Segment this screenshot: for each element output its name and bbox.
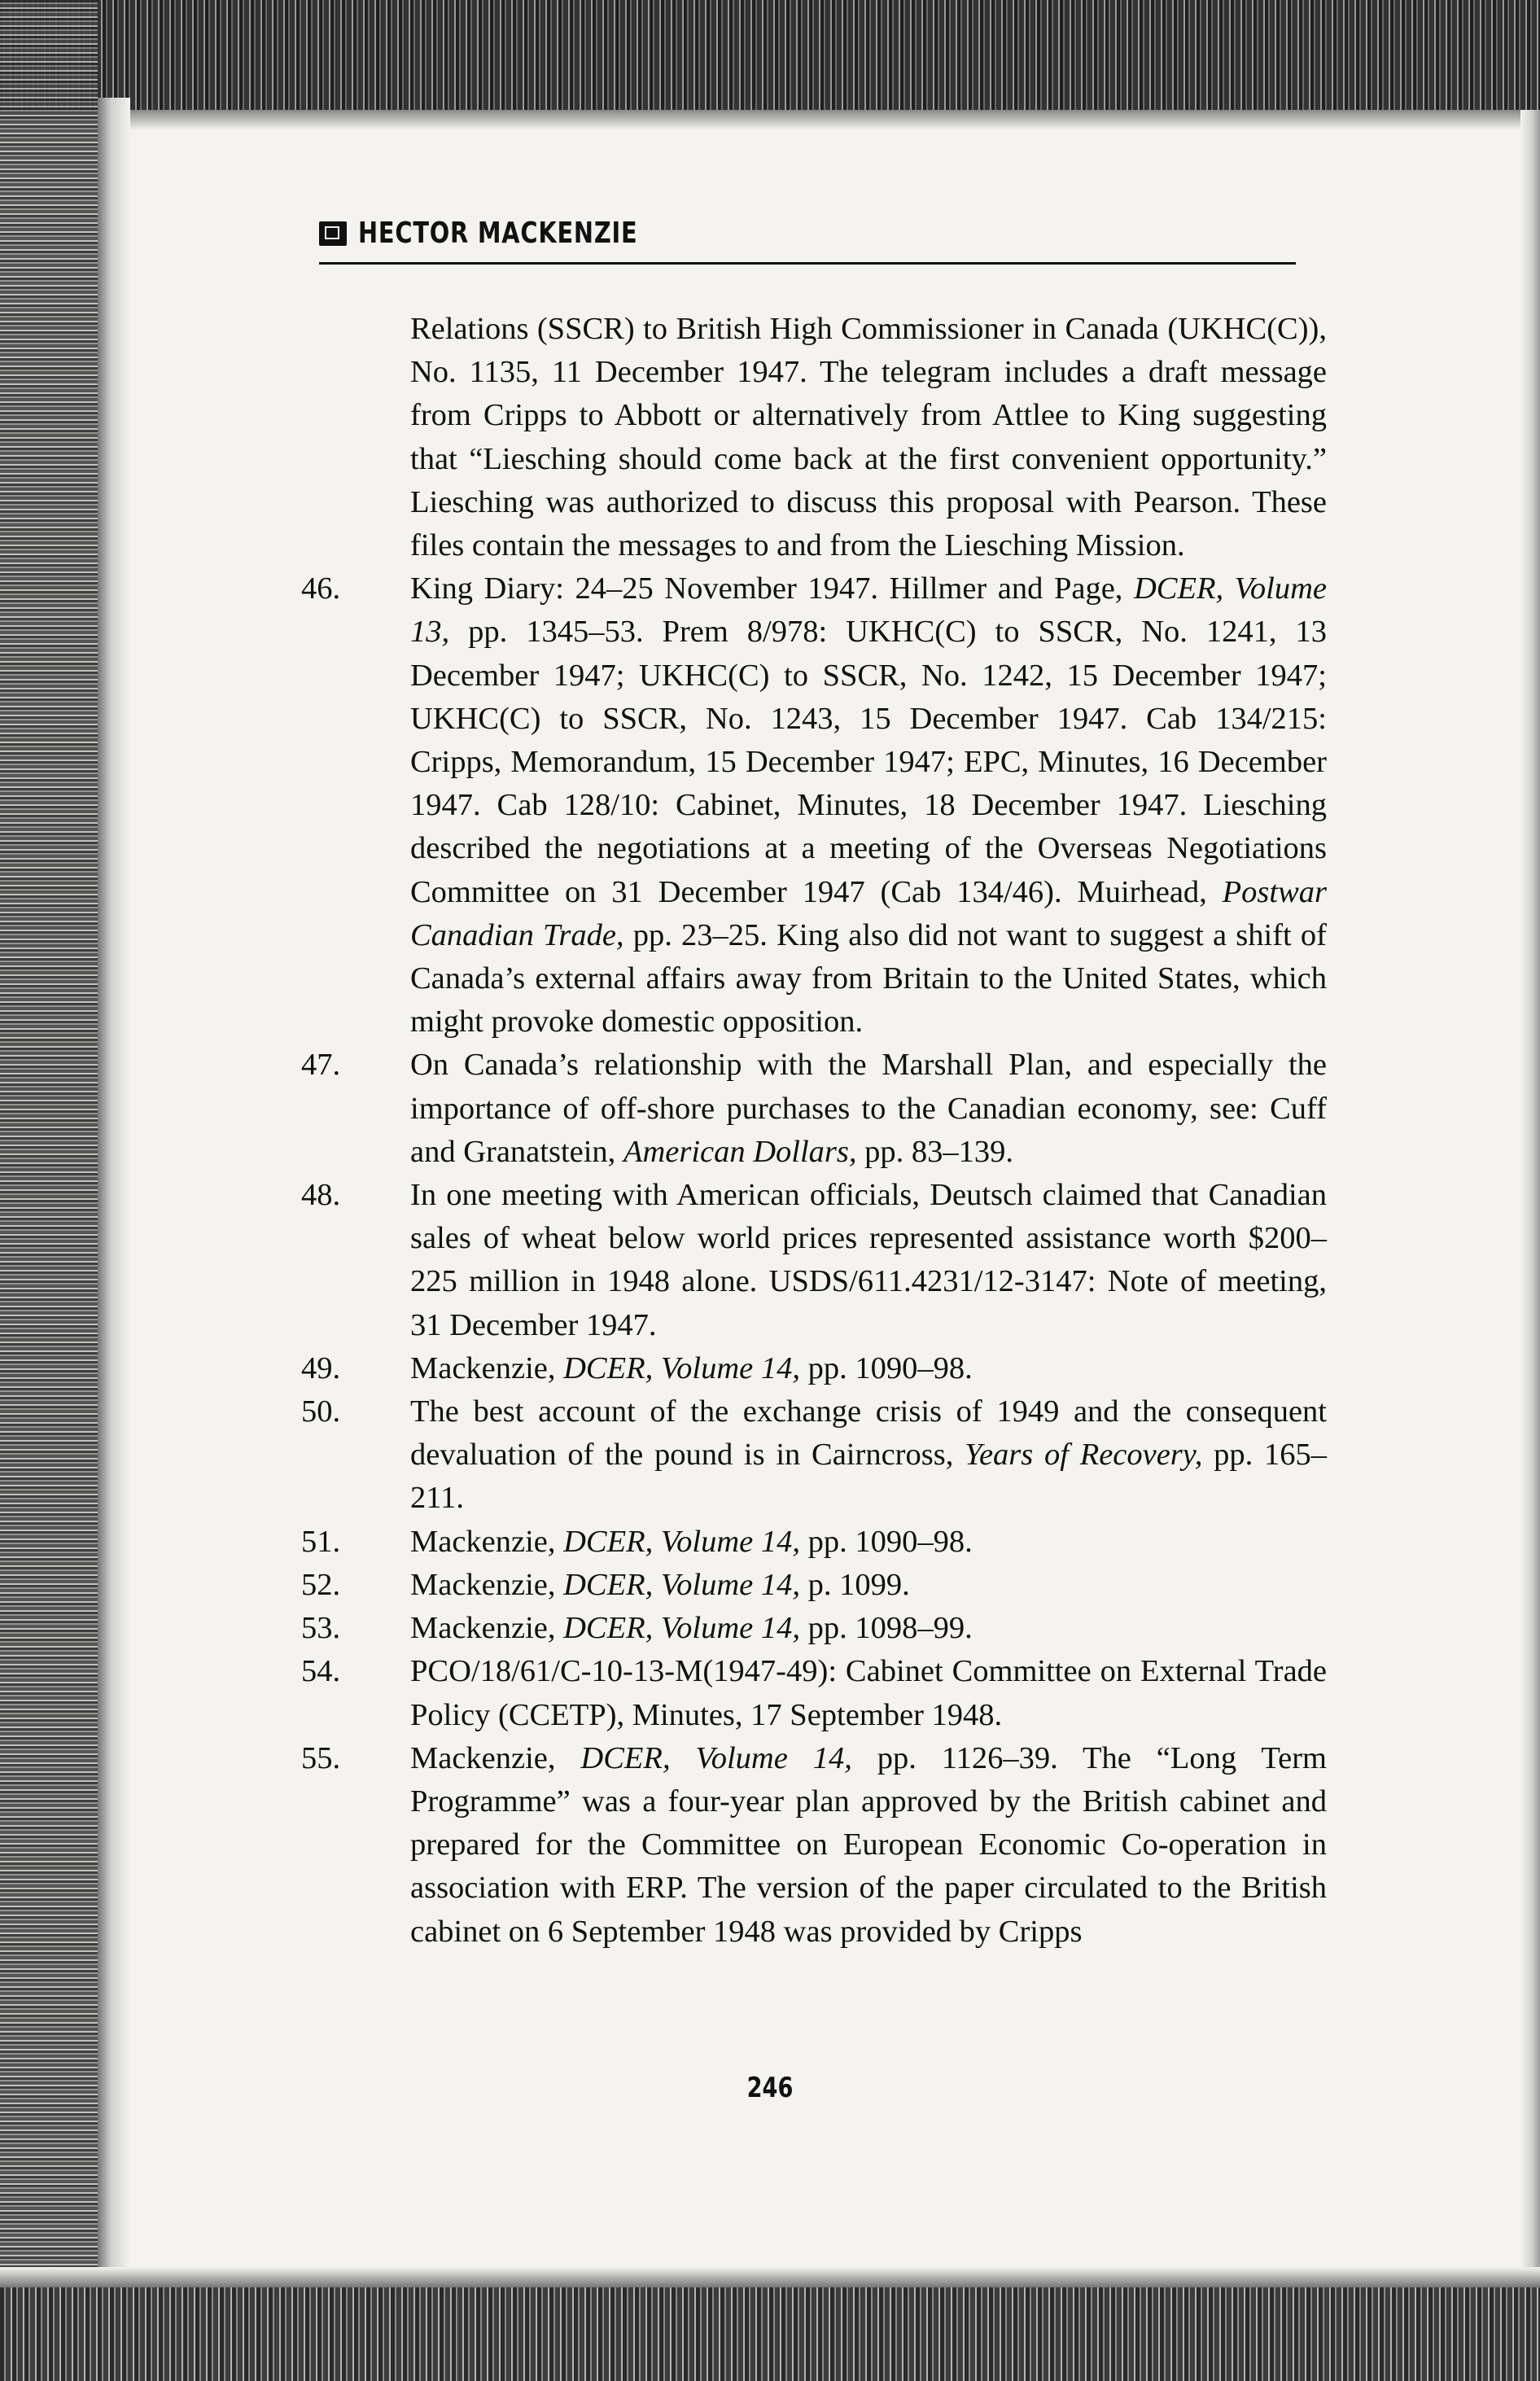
endnote-number: 47. bbox=[301, 1048, 341, 1083]
endnote-text-segment: Mackenzie, bbox=[410, 1350, 564, 1385]
scan-shadow-bottom bbox=[0, 2267, 1540, 2287]
scan-border-left bbox=[0, 0, 98, 2381]
endnote bbox=[301, 1564, 1327, 1607]
endnote-text bbox=[410, 308, 1327, 567]
endnote bbox=[301, 1044, 1327, 1174]
endnote-number: 51. bbox=[301, 1524, 341, 1559]
endnote-text-segment: The best account of the exchange crisis of 1949 and the consequent devaluation of the pound is in Cairncross, bbox=[410, 1394, 1327, 1473]
scan-border-top bbox=[0, 0, 1540, 110]
endnote bbox=[301, 1521, 1327, 1564]
endnote bbox=[301, 567, 1327, 1044]
endnote-text-segment: pp. 23–25. King also did not want to suggest a shift of Canada’s external affairs away from Britain to the United States, which might provoke domestic opposition. bbox=[410, 917, 1327, 1039]
endnote-text-segment: pp. 165–211. bbox=[410, 1438, 1328, 1516]
endnote-number: 52. bbox=[301, 1567, 341, 1602]
running-header-title: HECTOR MACKENZIE bbox=[358, 217, 638, 250]
page-number: 246 bbox=[746, 2072, 794, 2104]
endnote-text bbox=[410, 1347, 1327, 1390]
endnote-citation-title: DCER, Volume 14, bbox=[563, 1524, 800, 1559]
endnote-text-segment: On Canada’s relationship with the Marshall Plan, and especially the importance of off-shore purchases to the Canadian economy, see: Cuff and Granatstein, bbox=[410, 1048, 1327, 1169]
scan-shadow-right bbox=[1520, 110, 1540, 2287]
endnote-citation-title: DCER, Volume 14, bbox=[563, 1350, 800, 1385]
endnote-citation-title: DCER, Volume 14, bbox=[563, 1611, 800, 1646]
endnote-text-segment: Mackenzie, bbox=[410, 1740, 581, 1775]
endnote-text bbox=[410, 1521, 1327, 1564]
endnote bbox=[301, 1390, 1327, 1521]
endnote-text bbox=[410, 1650, 1327, 1736]
endnote-text-segment: Mackenzie, bbox=[410, 1611, 564, 1646]
scan-border-bottom bbox=[0, 2287, 1540, 2381]
endnote bbox=[301, 1347, 1327, 1390]
endnote-text bbox=[410, 567, 1327, 1044]
endnote bbox=[301, 1174, 1327, 1347]
endnote-citation-title: Years of Recovery, bbox=[965, 1438, 1203, 1473]
endnote-text bbox=[410, 1607, 1327, 1650]
endnote-number: 54. bbox=[301, 1654, 341, 1689]
endnote-text bbox=[410, 1737, 1327, 1954]
endnote-number: 49. bbox=[301, 1350, 341, 1385]
endnote bbox=[301, 308, 1327, 567]
scan-shadow-top bbox=[0, 110, 1540, 130]
endnote-number: 50. bbox=[301, 1394, 341, 1429]
endnote-text-segment: pp. 1090–98. bbox=[799, 1350, 973, 1385]
book-emblem-icon bbox=[319, 221, 347, 246]
endnote bbox=[301, 1607, 1327, 1650]
endnote-citation-title: DCER, Volume 14, bbox=[563, 1567, 800, 1602]
running-header bbox=[319, 213, 1296, 265]
endnote-text bbox=[410, 1174, 1327, 1347]
endnote bbox=[301, 1737, 1327, 1954]
endnote bbox=[301, 1650, 1327, 1736]
endnote-text-segment: pp. 83–139. bbox=[856, 1134, 1014, 1169]
endnote-text-segment: King Diary: 24–25 November 1947. Hillmer and Page, bbox=[410, 571, 1134, 606]
endnote-text bbox=[410, 1390, 1327, 1521]
endnote-text-segment: Relations (SSCR) to British High Commissioner in Canada (UKHC(C)), No. 1135, 11 December 1947. The telegram includes a draft message from Cripps to Abbott or alternatively from Attlee to King suggesting that “Liesching should come back at the first convenient opportunity.” Liesching was authorized to discuss this proposal with Pearson. These files contain the messages to and from the Liesching Mission. bbox=[410, 312, 1327, 563]
endnote-text-segment: Mackenzie, bbox=[410, 1567, 564, 1602]
endnote-text bbox=[410, 1564, 1327, 1607]
endnote-citation-title: American Dollars, bbox=[623, 1134, 857, 1169]
endnote-number: 46. bbox=[301, 571, 341, 606]
endnote-text-segment: PCO/18/61/C-10-13-M(1947-49): Cabinet Committee on External Trade Policy (CCETP), Minutes, 17 September 1948. bbox=[410, 1654, 1327, 1732]
endnote-text-segment: pp. 1345–53. Prem 8/978: UKHC(C) to SSCR, No. 1241, 13 December 1947; UKHC(C) to SSCR, No. 1242, 15 December 1947; UKHC(C) to SSCR, No. 1243, 15 December 1947. Cab 134/215: Cripps, Memorandum, 15 December 1947; EPC, Minutes, 16 December 1947. Cab 128/10: Cabinet, Minutes, 18 December 1947. Liesching described the negotiations at a meeting of the Overseas Negotiations Committee on 31 December 1947 (Cab 134/46). Muirhead, bbox=[410, 615, 1327, 909]
endnote-text-segment: In one meeting with American officials, Deutsch claimed that Canadian sales of wheat below world prices represented assistance worth $200–225 million in 1948 alone. USDS/611.4231/12-3147: Note of meeting, 31 December 1947. bbox=[410, 1178, 1327, 1342]
endnote-text bbox=[410, 1044, 1327, 1174]
endnotes-list bbox=[301, 308, 1327, 1954]
endnote-number: 48. bbox=[301, 1178, 341, 1213]
endnote-text-segment: Mackenzie, bbox=[410, 1524, 564, 1559]
endnote-text-segment: pp. 1126–39. The “Long Term Programme” was a four-year plan approved by the British cabinet and prepared for the Committee on European Economic Co-operation in association with ERP. The version of the paper circulated to the British cabinet on 6 September 1948 was provided by Cripps bbox=[410, 1740, 1328, 1949]
endnote-text-segment: pp. 1090–98. bbox=[799, 1524, 973, 1559]
endnote-text-segment: pp. 1098–99. bbox=[799, 1611, 973, 1646]
endnote-text-segment: p. 1099. bbox=[799, 1567, 910, 1602]
endnote-citation-title: DCER, Volume 14, bbox=[580, 1740, 852, 1775]
endnote-citation-title: DCER, Volume 13, bbox=[410, 571, 1328, 650]
endnote-number: 53. bbox=[301, 1611, 341, 1646]
scan-shadow-left bbox=[98, 98, 130, 2287]
endnote-citation-title: Postwar Canadian Trade, bbox=[410, 874, 1327, 952]
endnote-number: 55. bbox=[301, 1740, 341, 1775]
